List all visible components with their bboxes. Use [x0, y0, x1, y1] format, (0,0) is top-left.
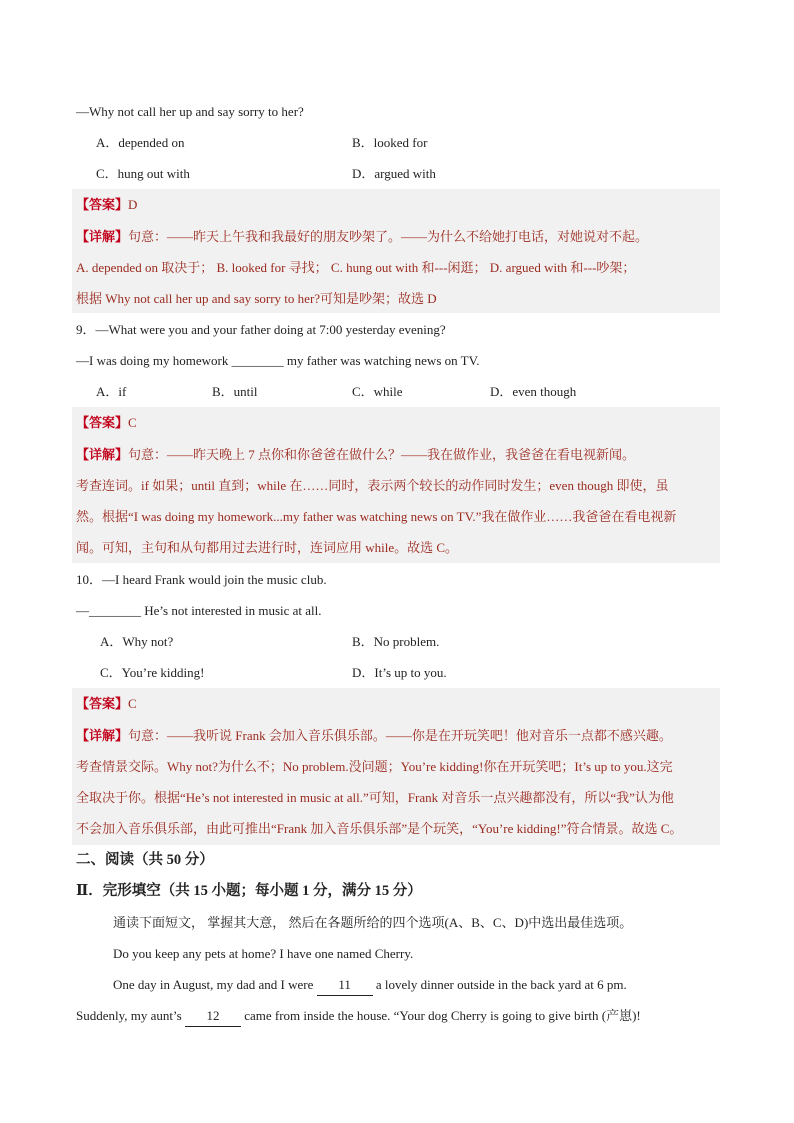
passage-text: came from inside the house. “Your dog Cherry is going to give birth (产崽)!	[240, 1008, 641, 1023]
q10-option-c: C．You’re kidding!	[100, 665, 205, 680]
q10-line-2	[76, 601, 322, 621]
passage-line-1: Do you keep any pets at home? I have one named Cherry.	[113, 946, 414, 961]
q10-detail-line-2: 考查情景交际。Why not?为什么不；No problem.没问题；You’re kidding!你在开玩笑吧；It’s up to you.这完	[76, 759, 673, 774]
q8-option-a: A．depended on	[96, 135, 185, 150]
detail-tag: 【详解】	[76, 229, 129, 244]
detail-text: 句意：——昨天晚上 7 点你和你爸爸在做什么？——我在做作业，我爸爸在看电视新闻。	[128, 447, 636, 462]
q10-detail-line-3: 全取决于你。根据“He’s not interested in music at all.”可知，Frank 对音乐一点兴趣都没有，所以“我”认为他	[76, 790, 674, 805]
q9-option-a: A．if	[96, 384, 127, 399]
blank-12: 12	[185, 1006, 241, 1027]
q9-blank: ________	[231, 353, 284, 368]
q10-text-after: He’s not interested in music at all.	[141, 603, 322, 618]
q10-line-1: 10．—I heard Frank would join the music club.	[76, 572, 327, 587]
q9-option-c: C．while	[352, 384, 403, 399]
answer-value: D	[128, 197, 138, 212]
passage-line-3	[76, 1006, 641, 1027]
q9-answer	[76, 413, 137, 433]
q10-answer	[76, 694, 137, 714]
answer-tag: 【答案】	[76, 197, 129, 212]
q8-stem: —Why not call her up and say sorry to her?	[76, 104, 304, 119]
q9-detail-line-1	[76, 445, 635, 465]
answer-tag: 【答案】	[76, 696, 129, 711]
q9-text-after: my father was watching news on TV.	[283, 353, 480, 368]
passage-text: One day in August, my dad and I were	[113, 977, 317, 992]
q8-detail-line-1	[76, 227, 648, 247]
q9-option-d: D．even though	[490, 384, 577, 399]
q9-option-b: B．until	[212, 384, 258, 399]
q10-option-b: B．No problem.	[352, 634, 440, 649]
detail-text: 句意：——我听说 Frank 会加入音乐俱乐部。——你是在开玩笑吧！他对音乐一点都不感兴趣。	[128, 728, 672, 743]
q8-option-d: D．argued with	[352, 166, 436, 181]
instruction-text: 通读下面短文， 掌握其大意， 然后在各题所给的四个选项(A、B、C、D)中选出最佳选项。	[113, 915, 633, 930]
section-title: 二、阅读（共 50 分）	[76, 852, 214, 868]
passage-text: Suddenly, my aunt’s	[76, 1008, 185, 1023]
detail-text: 句意：——昨天上午我和我最好的朋友吵架了。——为什么不给她打电话，对她说对不起。	[128, 229, 649, 244]
q8-detail-line-3: 根据 Why not call her up and say sorry to her?可知是吵架；故选 D	[76, 291, 437, 306]
answer-value: C	[128, 415, 137, 430]
q10-blank: —________	[76, 603, 141, 618]
answer-tag: 【答案】	[76, 415, 129, 430]
q10-option-d: D．It’s up to you.	[352, 665, 447, 680]
passage-line-2	[113, 975, 627, 996]
q8-option-c: C．hung out with	[96, 166, 190, 181]
q10-detail-line-4: 不会加入音乐俱乐部，由此可推出“Frank 加入音乐俱乐部”是个玩笑，“You’re kidding!”符合情景。故选 C。	[76, 821, 683, 836]
section-subtitle: Ⅱ．完形填空（共 15 小题；每小题 1 分，满分 15 分）	[76, 883, 422, 899]
q9-line-2	[76, 351, 480, 371]
q9-detail-line-4: 闻。可知，主句和从句都用过去进行时，连词应用 while。故选 C。	[76, 540, 459, 555]
q8-answer	[76, 195, 137, 215]
answer-value: C	[128, 696, 137, 711]
q8-option-b: B．looked for	[352, 135, 428, 150]
q9-detail-line-2: 考查连词。if 如果；until 直到；while 在……同时，表示两个较长的动作同时发生；even though 即使，虽	[76, 478, 669, 493]
detail-tag: 【详解】	[76, 447, 129, 462]
q9-detail-line-3: 然。根据“I was doing my homework...my father was watching news on TV.”我在做作业……我爸爸在看电视新	[76, 509, 677, 524]
q8-detail-line-2: A. depended on 取决于； B. looked for 寻找； C. hung out with 和---闲逛； D. argued with 和---吵架；	[76, 260, 636, 275]
detail-tag: 【详解】	[76, 728, 129, 743]
passage-text: a lovely dinner outside in the back yard at 6 pm.	[372, 977, 627, 992]
q10-detail-line-1	[76, 726, 672, 746]
q9-line-1: 9．—What were you and your father doing at 7:00 yesterday evening?	[76, 322, 446, 337]
q9-text-before: —I was doing my homework	[76, 353, 232, 368]
blank-11: 11	[317, 975, 373, 996]
q10-option-a: A．Why not?	[100, 634, 174, 649]
